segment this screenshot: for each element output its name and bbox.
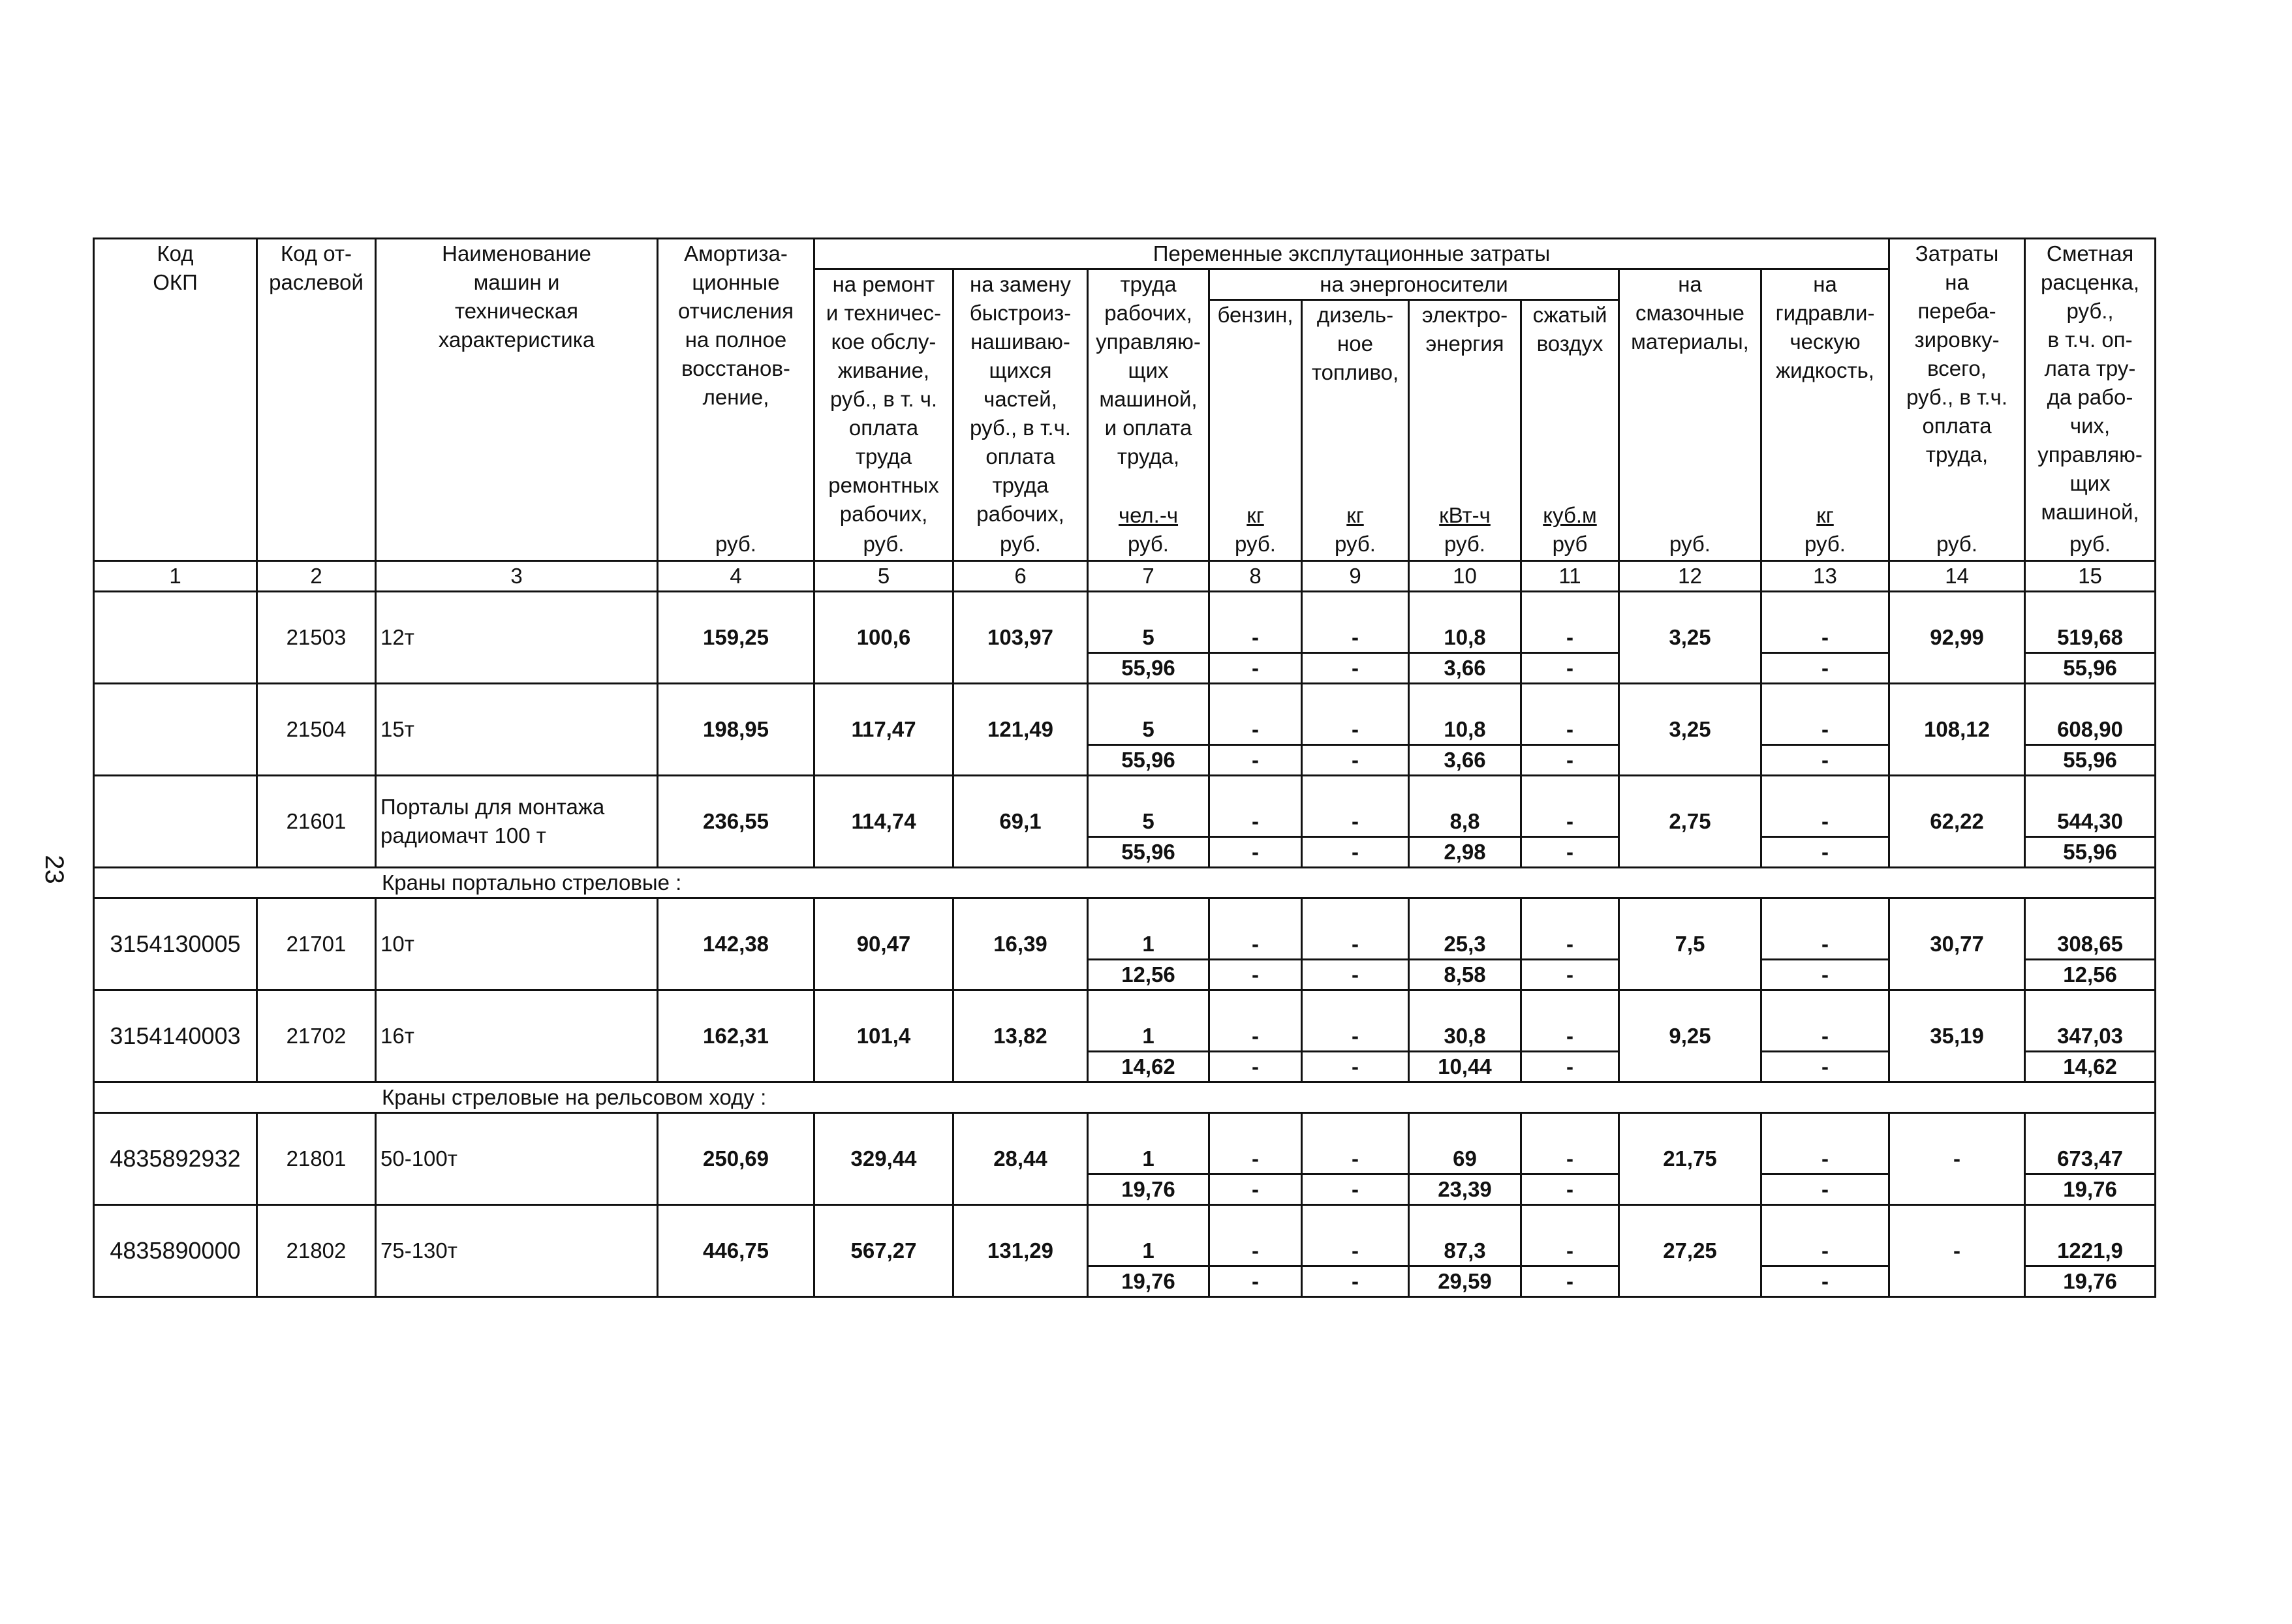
repair-value: 101,4 bbox=[814, 990, 953, 1082]
branch-code: 21504 bbox=[257, 684, 376, 776]
labor-hours-value: 1 bbox=[1088, 898, 1209, 960]
electric-kwh-value: 25,3 bbox=[1409, 898, 1521, 960]
header-hydraulic-text: на гидравли- ческую жидкость, bbox=[1775, 272, 1875, 382]
electric-rub-value: 3,66 bbox=[1409, 745, 1521, 776]
estimate-value: 544,30 bbox=[2025, 776, 2156, 837]
air-rub-value: - bbox=[1521, 960, 1619, 990]
header-diesel-text: дизель- ное топливо, bbox=[1311, 303, 1399, 384]
header-diesel-unit-rub: руб. bbox=[1335, 532, 1376, 556]
header-diesel bbox=[1302, 300, 1409, 561]
header-labor-unit-rub: руб. bbox=[1128, 532, 1169, 556]
header-air bbox=[1521, 300, 1619, 561]
column-number: 3 bbox=[376, 561, 658, 592]
machine-name: Порталы для монтажа радиомачт 100 т bbox=[376, 776, 658, 868]
header-hydraulic-unit-kg: кг bbox=[1816, 503, 1834, 527]
machine-name: 10т bbox=[376, 898, 658, 990]
header-repair bbox=[814, 269, 953, 561]
lubricants-value: 27,25 bbox=[1619, 1205, 1761, 1297]
header-estimate-text: Сметная расценка, руб., в т.ч. оп- лата тру- да рабо- чих, управляю- щих машиной, bbox=[2037, 241, 2143, 524]
branch-code: 21601 bbox=[257, 776, 376, 868]
repair-value: 100,6 bbox=[814, 592, 953, 684]
air-m3-value: - bbox=[1521, 592, 1619, 653]
table-row bbox=[94, 990, 2156, 1052]
electric-rub-value: 29,59 bbox=[1409, 1266, 1521, 1297]
electric-rub-value: 2,98 bbox=[1409, 837, 1521, 868]
estimate-value: 308,65 bbox=[2025, 898, 2156, 960]
labor-hours-value: 1 bbox=[1088, 1205, 1209, 1266]
machine-name: 50-100т bbox=[376, 1113, 658, 1205]
petrol-kg-value: - bbox=[1209, 1113, 1302, 1174]
electric-kwh-value: 30,8 bbox=[1409, 990, 1521, 1052]
petrol-kg-value: - bbox=[1209, 776, 1302, 837]
table-row bbox=[94, 1113, 2156, 1174]
header-petrol bbox=[1209, 300, 1302, 561]
relocation-value: 108,12 bbox=[1889, 684, 2025, 776]
okp-code bbox=[94, 592, 257, 684]
lubricants-value: 21,75 bbox=[1619, 1113, 1761, 1205]
air-m3-value: - bbox=[1521, 776, 1619, 837]
section-row bbox=[94, 868, 2156, 898]
diesel-kg-value: - bbox=[1302, 1205, 1409, 1266]
amortization-value: 162,31 bbox=[658, 990, 814, 1082]
header-replace bbox=[953, 269, 1088, 561]
header-diesel-unit-kg: кг bbox=[1346, 503, 1364, 527]
column-number: 15 bbox=[2025, 561, 2156, 592]
column-number: 10 bbox=[1409, 561, 1521, 592]
estimate-value: 519,68 bbox=[2025, 592, 2156, 653]
diesel-rub-value: - bbox=[1302, 745, 1409, 776]
diesel-kg-value: - bbox=[1302, 776, 1409, 837]
section-title: Краны стреловые на рельсовом ходу : bbox=[94, 1082, 2156, 1113]
amortization-value: 236,55 bbox=[658, 776, 814, 868]
column-number: 9 bbox=[1302, 561, 1409, 592]
hydraulic-rub-value: - bbox=[1761, 653, 1889, 684]
hydraulic-kg-value: - bbox=[1761, 776, 1889, 837]
table-row bbox=[94, 592, 2156, 653]
relocation-value: 35,19 bbox=[1889, 990, 2025, 1082]
section-row bbox=[94, 1082, 2156, 1113]
electric-rub-value: 3,66 bbox=[1409, 653, 1521, 684]
relocation-value: - bbox=[1889, 1113, 2025, 1205]
header-amortization-unit: руб. bbox=[715, 532, 756, 556]
machine-name: 15т bbox=[376, 684, 658, 776]
header-repair-text: на ремонт и техничес- кое обслу- живание, руб., в т. ч. оплата труда ремонтных рабочих, bbox=[826, 272, 942, 526]
air-m3-value: - bbox=[1521, 1113, 1619, 1174]
repair-value: 567,27 bbox=[814, 1205, 953, 1297]
page-number: 23 bbox=[39, 855, 69, 884]
repair-value: 90,47 bbox=[814, 898, 953, 990]
column-number: 8 bbox=[1209, 561, 1302, 592]
section-title: Краны портально стреловые : bbox=[94, 868, 2156, 898]
table-row bbox=[94, 684, 2156, 745]
air-m3-value: - bbox=[1521, 990, 1619, 1052]
branch-code: 21503 bbox=[257, 592, 376, 684]
column-number: 7 bbox=[1088, 561, 1209, 592]
replace-value: 69,1 bbox=[953, 776, 1088, 868]
okp-code bbox=[94, 776, 257, 868]
header-amortization-text: Амортиза- ционные отчисления на полное восстанов- ление, bbox=[677, 241, 794, 409]
labor-rub-value: 55,96 bbox=[1088, 745, 1209, 776]
column-number: 2 bbox=[257, 561, 376, 592]
hydraulic-rub-value: - bbox=[1761, 745, 1889, 776]
header-hydraulic-unit-rub: руб. bbox=[1804, 532, 1846, 556]
header-air-text: сжатый воздух bbox=[1532, 303, 1607, 356]
header-labor bbox=[1088, 269, 1209, 561]
relocation-value: 92,99 bbox=[1889, 592, 2025, 684]
diesel-kg-value: - bbox=[1302, 898, 1409, 960]
relocation-value: - bbox=[1889, 1205, 2025, 1297]
air-rub-value: - bbox=[1521, 1052, 1619, 1082]
air-rub-value: - bbox=[1521, 1174, 1619, 1205]
estimate-labor-value: 14,62 bbox=[2025, 1052, 2156, 1082]
machine-name: 16т bbox=[376, 990, 658, 1082]
repair-value: 114,74 bbox=[814, 776, 953, 868]
header-petrol-unit-kg: кг bbox=[1247, 503, 1264, 527]
estimate-value: 1221,9 bbox=[2025, 1205, 2156, 1266]
column-number: 4 bbox=[658, 561, 814, 592]
header-lubricants-text: на смазочные материалы, bbox=[1631, 272, 1749, 354]
header-petrol-unit-rub: руб. bbox=[1235, 532, 1276, 556]
electric-kwh-value: 10,8 bbox=[1409, 592, 1521, 653]
header-lubricants-unit: руб. bbox=[1669, 532, 1711, 556]
column-number: 1 bbox=[94, 561, 257, 592]
column-number: 13 bbox=[1761, 561, 1889, 592]
diesel-rub-value: - bbox=[1302, 653, 1409, 684]
diesel-kg-value: - bbox=[1302, 1113, 1409, 1174]
estimate-labor-value: 55,96 bbox=[2025, 745, 2156, 776]
petrol-rub-value: - bbox=[1209, 653, 1302, 684]
electric-kwh-value: 8,8 bbox=[1409, 776, 1521, 837]
hydraulic-kg-value: - bbox=[1761, 1113, 1889, 1174]
amortization-value: 142,38 bbox=[658, 898, 814, 990]
header-relocation bbox=[1889, 239, 2025, 561]
electric-rub-value: 8,58 bbox=[1409, 960, 1521, 990]
labor-rub-value: 14,62 bbox=[1088, 1052, 1209, 1082]
lubricants-value: 2,75 bbox=[1619, 776, 1761, 868]
petrol-rub-value: - bbox=[1209, 1174, 1302, 1205]
hydraulic-rub-value: - bbox=[1761, 960, 1889, 990]
machine-name: 75-130т bbox=[376, 1205, 658, 1297]
okp-code: 4835890000 bbox=[94, 1205, 257, 1297]
estimate-value: 608,90 bbox=[2025, 684, 2156, 745]
labor-hours-value: 5 bbox=[1088, 776, 1209, 837]
hydraulic-rub-value: - bbox=[1761, 1052, 1889, 1082]
lubricants-value: 7,5 bbox=[1619, 898, 1761, 990]
header-machine-name: Наименование машин и техническая характеристика bbox=[376, 239, 658, 561]
header-energy: на энергоносители bbox=[1209, 269, 1619, 300]
estimate-labor-value: 19,76 bbox=[2025, 1174, 2156, 1205]
header-electric bbox=[1409, 300, 1521, 561]
replace-value: 103,97 bbox=[953, 592, 1088, 684]
amortization-value: 159,25 bbox=[658, 592, 814, 684]
header-lubricants bbox=[1619, 269, 1761, 561]
labor-rub-value: 12,56 bbox=[1088, 960, 1209, 990]
estimate-labor-value: 12,56 bbox=[2025, 960, 2156, 990]
labor-rub-value: 55,96 bbox=[1088, 653, 1209, 684]
diesel-rub-value: - bbox=[1302, 837, 1409, 868]
air-rub-value: - bbox=[1521, 653, 1619, 684]
header-air-unit-m3: куб.м bbox=[1543, 503, 1597, 527]
header-branch-code: Код от- раслевой bbox=[257, 239, 376, 561]
petrol-kg-value: - bbox=[1209, 592, 1302, 653]
header-replace-text: на замену быстроиз- нашиваю- щихся частей, руб., в т.ч. оплата труда рабочих, bbox=[969, 272, 1072, 526]
branch-code: 21701 bbox=[257, 898, 376, 990]
column-number: 14 bbox=[1889, 561, 2025, 592]
amortization-value: 446,75 bbox=[658, 1205, 814, 1297]
estimate-value: 673,47 bbox=[2025, 1113, 2156, 1174]
diesel-rub-value: - bbox=[1302, 1174, 1409, 1205]
diesel-rub-value: - bbox=[1302, 1052, 1409, 1082]
header-amortization bbox=[658, 239, 814, 561]
labor-hours-value: 1 bbox=[1088, 1113, 1209, 1174]
air-rub-value: - bbox=[1521, 837, 1619, 868]
header-electric-unit-rub: руб. bbox=[1444, 532, 1485, 556]
estimate-labor-value: 55,96 bbox=[2025, 837, 2156, 868]
amortization-value: 198,95 bbox=[658, 684, 814, 776]
okp-code: 3154140003 bbox=[94, 990, 257, 1082]
labor-rub-value: 55,96 bbox=[1088, 837, 1209, 868]
branch-code: 21802 bbox=[257, 1205, 376, 1297]
lubricants-value: 3,25 bbox=[1619, 592, 1761, 684]
diesel-kg-value: - bbox=[1302, 990, 1409, 1052]
estimate-value: 347,03 bbox=[2025, 990, 2156, 1052]
estimate-labor-value: 55,96 bbox=[2025, 653, 2156, 684]
column-number: 5 bbox=[814, 561, 953, 592]
labor-hours-value: 5 bbox=[1088, 684, 1209, 745]
hydraulic-kg-value: - bbox=[1761, 1205, 1889, 1266]
electric-rub-value: 23,39 bbox=[1409, 1174, 1521, 1205]
column-number: 12 bbox=[1619, 561, 1761, 592]
air-m3-value: - bbox=[1521, 1205, 1619, 1266]
electric-kwh-value: 10,8 bbox=[1409, 684, 1521, 745]
diesel-kg-value: - bbox=[1302, 684, 1409, 745]
hydraulic-rub-value: - bbox=[1761, 1266, 1889, 1297]
header-estimate-unit: руб. bbox=[2069, 532, 2111, 556]
petrol-rub-value: - bbox=[1209, 745, 1302, 776]
hydraulic-rub-value: - bbox=[1761, 1174, 1889, 1205]
header-relocation-text: Затраты на переба- зировку- всего, руб., в т.ч. оплата труда, bbox=[1906, 241, 2008, 467]
header-replace-unit: руб. bbox=[1000, 532, 1041, 556]
amortization-value: 250,69 bbox=[658, 1113, 814, 1205]
electric-rub-value: 10,44 bbox=[1409, 1052, 1521, 1082]
replace-value: 121,49 bbox=[953, 684, 1088, 776]
header-petrol-text: бензин, bbox=[1217, 303, 1293, 327]
air-rub-value: - bbox=[1521, 1266, 1619, 1297]
electric-kwh-value: 87,3 bbox=[1409, 1205, 1521, 1266]
diesel-rub-value: - bbox=[1302, 960, 1409, 990]
labor-rub-value: 19,76 bbox=[1088, 1266, 1209, 1297]
column-number: 6 bbox=[953, 561, 1088, 592]
okp-code: 3154130005 bbox=[94, 898, 257, 990]
replace-value: 28,44 bbox=[953, 1113, 1088, 1205]
machine-name: 12т bbox=[376, 592, 658, 684]
electric-kwh-value: 69 bbox=[1409, 1113, 1521, 1174]
branch-code: 21801 bbox=[257, 1113, 376, 1205]
okp-code bbox=[94, 684, 257, 776]
header-hydraulic bbox=[1761, 269, 1889, 561]
petrol-rub-value: - bbox=[1209, 960, 1302, 990]
estimate-labor-value: 19,76 bbox=[2025, 1266, 2156, 1297]
petrol-kg-value: - bbox=[1209, 1205, 1302, 1266]
hydraulic-kg-value: - bbox=[1761, 592, 1889, 653]
header-electric-unit-kwh: кВт-ч bbox=[1439, 503, 1491, 527]
hydraulic-kg-value: - bbox=[1761, 990, 1889, 1052]
replace-value: 131,29 bbox=[953, 1205, 1088, 1297]
relocation-value: 62,22 bbox=[1889, 776, 2025, 868]
labor-rub-value: 19,76 bbox=[1088, 1174, 1209, 1205]
labor-hours-value: 1 bbox=[1088, 990, 1209, 1052]
petrol-rub-value: - bbox=[1209, 1052, 1302, 1082]
air-m3-value: - bbox=[1521, 898, 1619, 960]
okp-code: 4835892932 bbox=[94, 1113, 257, 1205]
replace-value: 13,82 bbox=[953, 990, 1088, 1082]
column-number: 11 bbox=[1521, 561, 1619, 592]
header-variable-costs: Переменные эксплутационные затраты bbox=[814, 239, 1889, 269]
header-repair-unit: руб. bbox=[863, 532, 905, 556]
petrol-kg-value: - bbox=[1209, 898, 1302, 960]
petrol-kg-value: - bbox=[1209, 684, 1302, 745]
lubricants-value: 9,25 bbox=[1619, 990, 1761, 1082]
air-m3-value: - bbox=[1521, 684, 1619, 745]
header-estimate bbox=[2025, 239, 2156, 561]
table-row bbox=[94, 776, 2156, 837]
diesel-kg-value: - bbox=[1302, 592, 1409, 653]
diesel-rub-value: - bbox=[1302, 1266, 1409, 1297]
table-row bbox=[94, 1205, 2156, 1266]
replace-value: 16,39 bbox=[953, 898, 1088, 990]
hydraulic-kg-value: - bbox=[1761, 684, 1889, 745]
repair-value: 329,44 bbox=[814, 1113, 953, 1205]
petrol-rub-value: - bbox=[1209, 1266, 1302, 1297]
header-labor-text: труда рабочих, управляю- щих машиной, и оплата труда, bbox=[1096, 272, 1201, 468]
branch-code: 21702 bbox=[257, 990, 376, 1082]
hydraulic-rub-value: - bbox=[1761, 837, 1889, 868]
relocation-value: 30,77 bbox=[1889, 898, 2025, 990]
lubricants-value: 3,25 bbox=[1619, 684, 1761, 776]
header-electric-text: электро- энергия bbox=[1421, 303, 1508, 356]
hydraulic-kg-value: - bbox=[1761, 898, 1889, 960]
labor-hours-value: 5 bbox=[1088, 592, 1209, 653]
petrol-kg-value: - bbox=[1209, 990, 1302, 1052]
header-okp: Код ОКП bbox=[94, 239, 257, 561]
column-number-row bbox=[94, 561, 2156, 592]
petrol-rub-value: - bbox=[1209, 837, 1302, 868]
cost-table bbox=[93, 237, 2156, 1298]
header-labor-unit-hours: чел.-ч bbox=[1118, 503, 1179, 527]
repair-value: 117,47 bbox=[814, 684, 953, 776]
header-air-unit-rub: руб bbox=[1552, 532, 1588, 556]
table-row bbox=[94, 898, 2156, 960]
air-rub-value: - bbox=[1521, 745, 1619, 776]
header-relocation-unit: руб. bbox=[1936, 532, 1978, 556]
